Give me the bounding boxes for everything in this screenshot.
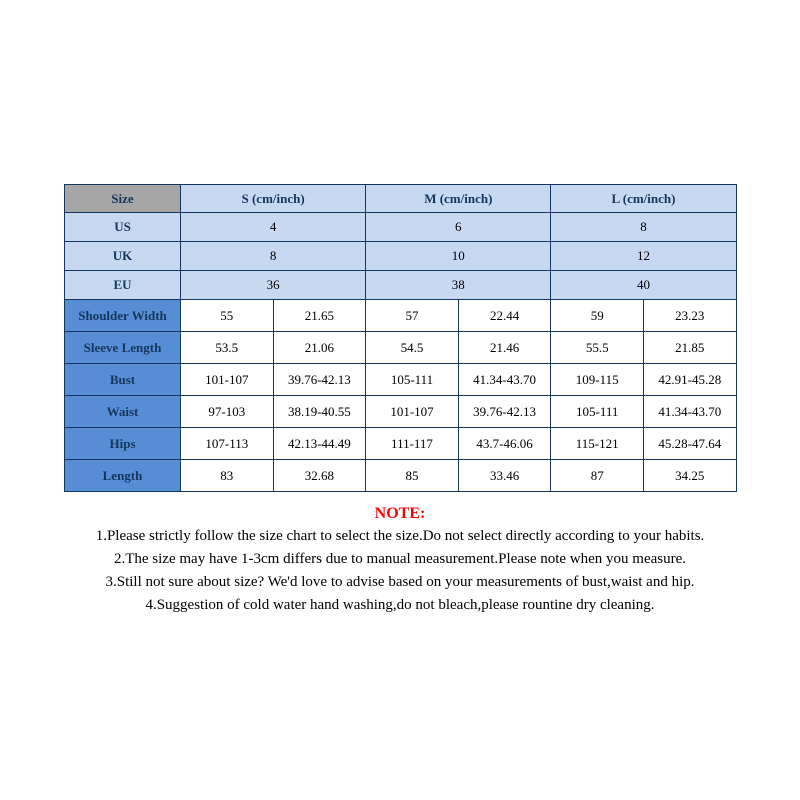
table-cell: 107-113 [181, 428, 274, 460]
table-cell: 41.34-43.70 [644, 396, 737, 428]
note-title: NOTE: [374, 505, 426, 522]
note-line-2: 2.The size may have 1-3cm differs due to manual measurement.Please note when you measure. [113, 551, 687, 567]
table-row-hips [65, 428, 737, 460]
header-cell-s: S (cm/inch) [181, 185, 366, 213]
table-cell: 101-107 [181, 364, 274, 396]
table-cell: 21.46 [458, 332, 551, 364]
table-cell: 43.7-46.06 [458, 428, 551, 460]
table-row-waist [65, 396, 737, 428]
table-cell: 109-115 [551, 364, 644, 396]
row-label-length: Length [65, 460, 181, 492]
table-cell: 33.46 [458, 460, 551, 492]
table-cell: 54.5 [366, 332, 459, 364]
table-cell: 12 [551, 242, 736, 271]
table-cell: 41.34-43.70 [458, 364, 551, 396]
table-row-eu [65, 271, 737, 300]
table-cell: 42.13-44.49 [273, 428, 366, 460]
table-cell: 53.5 [181, 332, 274, 364]
row-label-us: US [65, 213, 181, 242]
table-cell: 45.28-47.64 [644, 428, 737, 460]
size-chart-table [64, 184, 737, 492]
table-row-length [65, 460, 737, 492]
table-row-bust [65, 364, 737, 396]
table-cell: 105-111 [366, 364, 459, 396]
note-section [0, 502, 800, 617]
table-cell: 38 [366, 271, 551, 300]
table-cell: 42.91-45.28 [644, 364, 737, 396]
note-line-1: 1.Please strictly follow the size chart to select the size.Do not select directly according to your habits. [95, 528, 705, 544]
row-label-eu: EU [65, 271, 181, 300]
table-cell: 8 [181, 242, 366, 271]
row-label-sleeve-length: Sleeve Length [65, 332, 181, 364]
table-cell: 111-117 [366, 428, 459, 460]
table-cell: 40 [551, 271, 736, 300]
table-cell: 55.5 [551, 332, 644, 364]
row-label-uk: UK [65, 242, 181, 271]
table-cell: 32.68 [273, 460, 366, 492]
table-cell: 115-121 [551, 428, 644, 460]
table-row-uk [65, 242, 737, 271]
table-cell: 34.25 [644, 460, 737, 492]
table-header-row [65, 185, 737, 213]
header-cell-m: M (cm/inch) [366, 185, 551, 213]
note-line-3: 3.Still not sure about size? We'd love to advise based on your measurements of bust,waist and hip. [105, 574, 695, 590]
table-cell: 39.76-42.13 [273, 364, 366, 396]
table-cell: 57 [366, 300, 459, 332]
table-cell: 83 [181, 460, 274, 492]
table-cell: 22.44 [458, 300, 551, 332]
table-row-shoulder-width [65, 300, 737, 332]
table-cell: 36 [181, 271, 366, 300]
table-cell: 39.76-42.13 [458, 396, 551, 428]
row-label-waist: Waist [65, 396, 181, 428]
table-cell: 85 [366, 460, 459, 492]
table-cell: 8 [551, 213, 736, 242]
header-cell-size: Size [65, 185, 181, 213]
table-cell: 6 [366, 213, 551, 242]
table-cell: 23.23 [644, 300, 737, 332]
table-cell: 97-103 [181, 396, 274, 428]
table-cell: 21.06 [273, 332, 366, 364]
table-cell: 101-107 [366, 396, 459, 428]
row-label-bust: Bust [65, 364, 181, 396]
row-label-shoulder-width: Shoulder Width [65, 300, 181, 332]
table-cell: 38.19-40.55 [273, 396, 366, 428]
table-cell: 105-111 [551, 396, 644, 428]
table-cell: 10 [366, 242, 551, 271]
table-row-us [65, 213, 737, 242]
table-cell: 59 [551, 300, 644, 332]
table-cell: 21.65 [273, 300, 366, 332]
table-cell: 4 [181, 213, 366, 242]
row-label-hips: Hips [65, 428, 181, 460]
table-cell: 21.85 [644, 332, 737, 364]
table-row-sleeve-length [65, 332, 737, 364]
note-line-4: 4.Suggestion of cold water hand washing,do not bleach,please rountine dry cleaning. [145, 597, 655, 613]
table-cell: 87 [551, 460, 644, 492]
table-cell: 55 [181, 300, 274, 332]
header-cell-l: L (cm/inch) [551, 185, 736, 213]
